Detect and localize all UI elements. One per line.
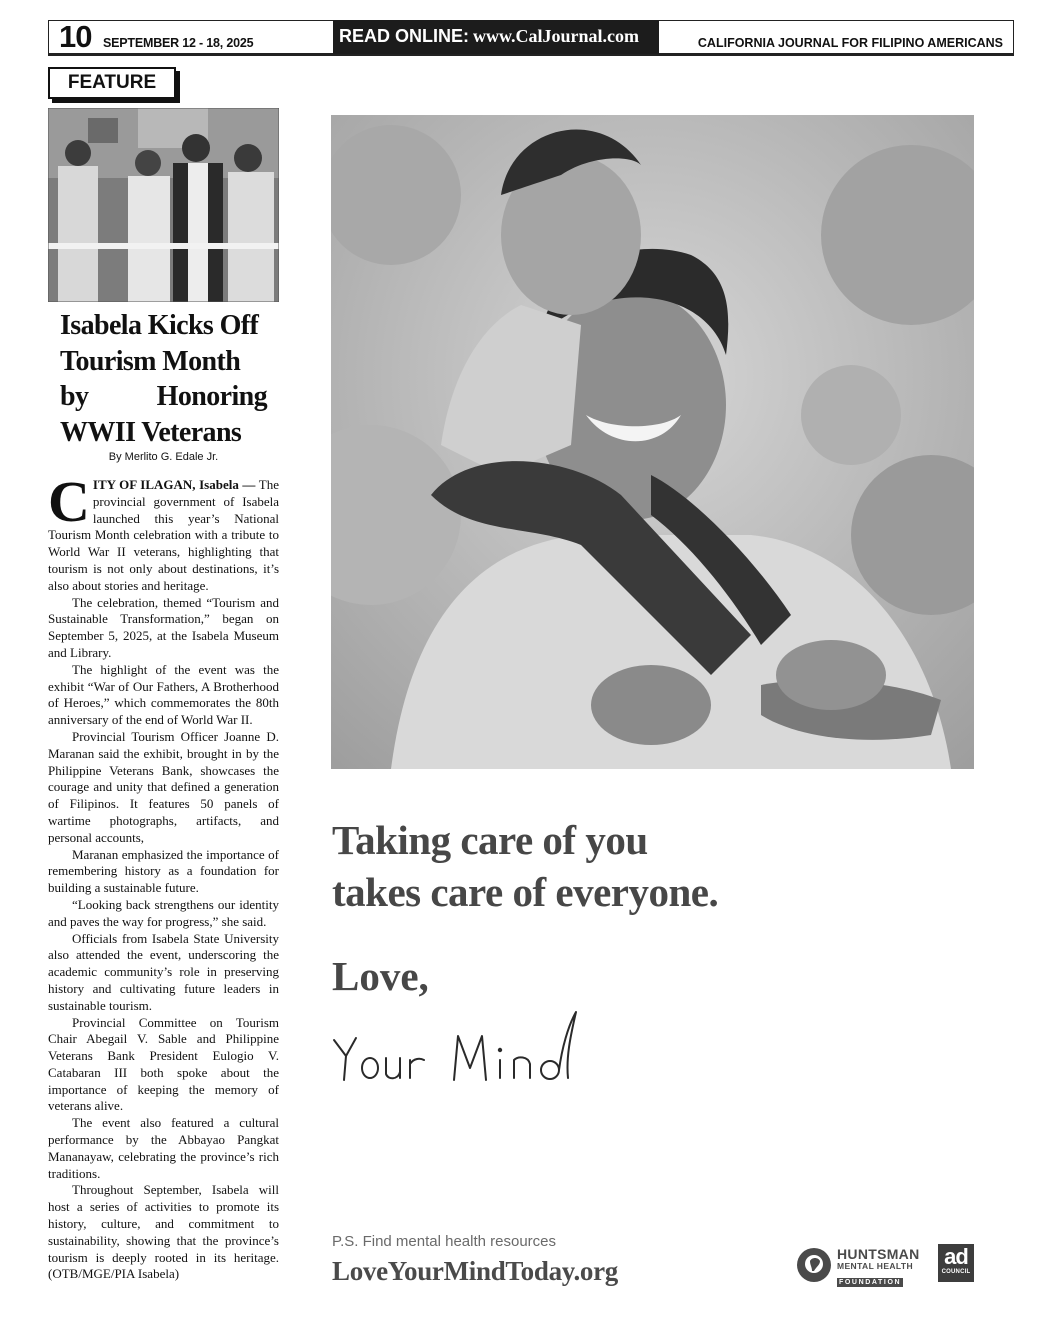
ad-council-logo-council: COUNCIL	[941, 1269, 971, 1275]
handwritten-signature	[330, 1008, 600, 1088]
read-online-url[interactable]: www.CalJournal.com	[473, 26, 639, 46]
ad-headline-line: takes care of everyone.	[332, 869, 719, 915]
ribbon-cutting-photo-art	[48, 108, 279, 302]
article-paragraph: Officials from Isabela State University also attended the event, underscoring the academic community’s role in preserving history and cultivating future leaders in sustainable tourism.	[48, 930, 279, 1013]
article-paragraph: Throughout September, Isabela will host a series of activities to promote its history, culture, and commitment to sustainability, showing that the province’s tourism is deeply rooted in its heritage. (OTB/MGE/PIA Isabela)	[48, 1182, 279, 1282]
drop-cap: C	[48, 469, 90, 534]
headline-line: WWII Veterans	[60, 416, 242, 448]
ad-council-logo-ad: ad	[944, 1244, 968, 1269]
ribbon-cutting-photo	[48, 108, 279, 302]
huntsman-logo-icon	[796, 1247, 832, 1283]
section-tag: FEATURE	[48, 67, 176, 99]
article-paragraph: The celebration, themed “Tourism and Sustainable Transformation,” began on September 5, 2025, at the Isabela Museum and Library.	[48, 594, 279, 660]
article-headline	[60, 308, 267, 450]
huntsman-logo-text	[837, 1247, 920, 1289]
article-paragraph: The highlight of the event was the exhibit “War of Our Fathers, A Brotherhood of Heroes,” which commemorates the 80th anniversary of the end of World War II.	[48, 661, 279, 728]
handwritten-signature-art	[330, 1008, 600, 1088]
article-paragraph: Maranan emphasized the importance of remembering history as a foundation for building a sustainable future.	[48, 846, 279, 896]
huntsman-logo-line: FOUNDATION	[839, 1279, 902, 1286]
publication-name: CALIFORNIA JOURNAL FOR FILIPINO AMERICANS	[697, 36, 1003, 50]
father-daughter-photo	[331, 115, 974, 769]
article-paragraph: “Looking back strengthens our identity and paves the way for progress,” she said.	[48, 896, 279, 929]
dateline: ITY OF ILAGAN, Isabela —	[92, 477, 256, 492]
ad-ps-text: P.S. Find mental health resources	[332, 1233, 557, 1250]
article-paragraph-text: The provincial government of Isabela launched this year’s National Tourism Month celebration with a tribute to World War II veterans, highlighting that tourism is not only about destinations, it’s also about stories and heritage.	[48, 477, 279, 593]
ad-signoff: Love,	[332, 953, 429, 999]
ad-council-logo	[938, 1244, 974, 1282]
headline-line: Isabela Kicks Off	[60, 310, 259, 341]
huntsman-logo-line: MENTAL HEALTH	[837, 1261, 914, 1271]
article-paragraph: Provincial Tourism Officer Joanne D. Maranan said the exhibit, brought in by the Philippine Veterans Bank, showcases the courage and unity that defined a generation of Filipinos. It features 50 panels of wartime photographs, artifacts, and personal accounts,	[48, 728, 279, 845]
huntsman-logo-line: HUNTSMAN	[837, 1246, 920, 1262]
headline-line: by Honoring	[60, 381, 267, 412]
ad-website-link[interactable]: LoveYourMindToday.org	[332, 1256, 619, 1286]
headline-line: Tourism Month	[60, 345, 241, 377]
father-daughter-photo-art	[331, 115, 974, 769]
article-paragraph	[48, 469, 279, 595]
ad-headline-line: Taking care of you	[332, 817, 648, 863]
byline: By Merlito G. Edale Jr.	[108, 451, 219, 463]
huntsman-foundation-logo	[796, 1244, 932, 1284]
read-online-label: READ ONLINE:	[339, 26, 469, 46]
page-header	[48, 20, 1014, 56]
page-number: 10	[59, 19, 92, 54]
issue-date: SEPTEMBER 12 - 18, 2025	[103, 36, 254, 50]
article-paragraph: The event also featured a cultural performance by the Abbayao Pangkat Mananayaw, celebrating the province’s rich traditions.	[48, 1115, 279, 1181]
article-paragraph: Provincial Committee on Tourism Chair Abegail V. Sable and Philippine Veterans Bank President Eulogio V. Catabaran III both spoke about the importance of keeping the memory of veterans alive.	[48, 1014, 279, 1114]
read-online-banner[interactable]	[333, 20, 659, 54]
article-body	[48, 469, 279, 1283]
ad-headline	[332, 814, 972, 918]
